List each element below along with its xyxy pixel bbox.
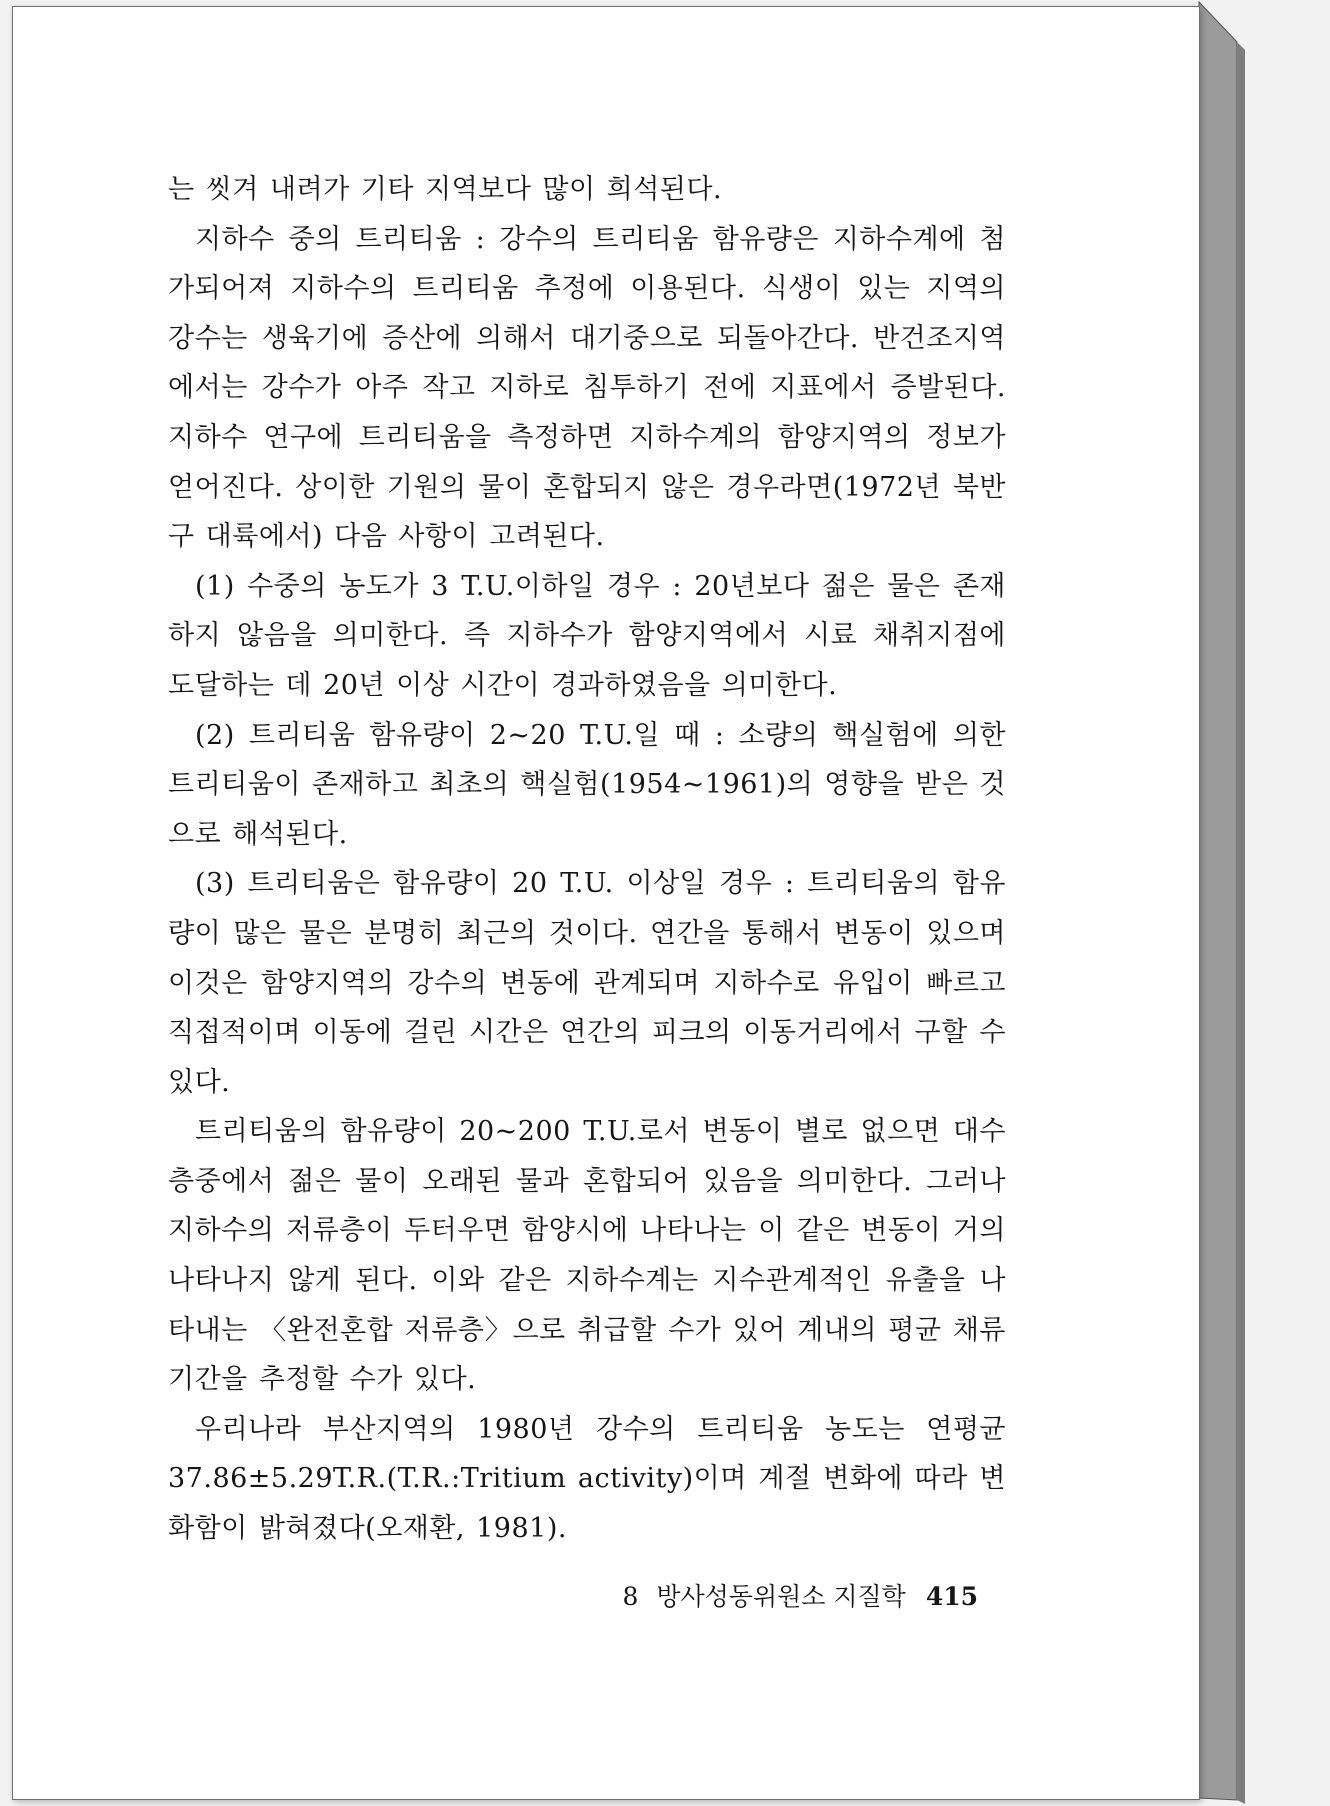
paragraph-continuation: 는 씻겨 내려가 기타 지역보다 많이 희석된다. — [168, 174, 723, 205]
page-edge-shadow — [1185, 0, 1325, 1806]
paragraph-item-1: (1) 수중의 농도가 3 T.U.이하일 경우 : 20년보다 젊은 물은 존재하지 않음을 의미한다. 즉 지하수가 함양지역에서 시료 채취지점에 도달하는 데 20년 이상 시간이 경과하였음을 의미한다. — [168, 570, 1006, 701]
page-body — [168, 165, 1006, 1554]
paragraph-groundwater-tritium: 지하수 중의 트리티움 : 강수의 트리티움 함유량은 지하수계에 첨가되어져 지하수의 트리티움 추정에 이용된다. 식생이 있는 지역의 강수는 생육기에 증산에 의해서 대기중으로 되돌아간다. 반건조지역에서는 강수가 아주 작고 지하로 침투하기 전에 지표에서 증발된다. 지하수 연구에 트리티움을 측정하면 지하수계의 함양지역의 정보가 얻어진다. 상이한 기원의 물이 혼합되지 않은 경우라면(1972년 북반구 대륙에서) 다음 사항이 고려된다. — [168, 223, 1006, 553]
paragraph-item-2: (2) 트리티움 함유량이 2~20 T.U.일 때 : 소량의 핵실험에 의한 트리티움이 존재하고 최초의 핵실험(1954~1961)의 영향을 받은 것으로 해석된다. — [168, 719, 1006, 850]
page-number: 415 — [925, 1582, 978, 1611]
chapter-title: 방사성동위원소 지질학 — [656, 1582, 906, 1611]
paragraph-item-3: (3) 트리티움은 함유량이 20 T.U. 이상일 경우 : 트리티움의 함유량이 많은 물은 분명히 최근의 것이다. 연간을 통해서 변동이 있으며 이것은 함양지역의 강수의 변동에 관계되며 지하수로 유입이 빠르고 직접적이며 이동에 걸린 시간은 연간의 피크의 이동거리에서 구할 수 있다. — [168, 868, 1006, 1098]
running-footer — [622, 1577, 978, 1613]
chapter-number: 8 — [622, 1582, 639, 1611]
paragraph-busan: 우리나라 부산지역의 1980년 강수의 트리티움 농도는 연평균 37.86±5.29T.R.(T.R.:Tritium activity)이며 계절 변화에 따라 변화함이 밝혀졌다(오재환, 1981). — [168, 1413, 1006, 1545]
paragraph-mixing: 트리티움의 함유량이 20~200 T.U.로서 변동이 별로 없으면 대수층중에서 젊은 물이 오래된 물과 혼합되어 있음을 의미한다. 그러나 지하수의 저류층이 두터우면 함양시에 나타나는 이 같은 변동이 거의 나타나지 않게 된다. 이와 같은 지하수계는 지수관계적인 유출을 나타내는 〈완전혼합 저류층〉으로 취급할 수가 있어 계내의 평균 채류기간을 추정할 수가 있다. — [168, 1116, 1006, 1396]
